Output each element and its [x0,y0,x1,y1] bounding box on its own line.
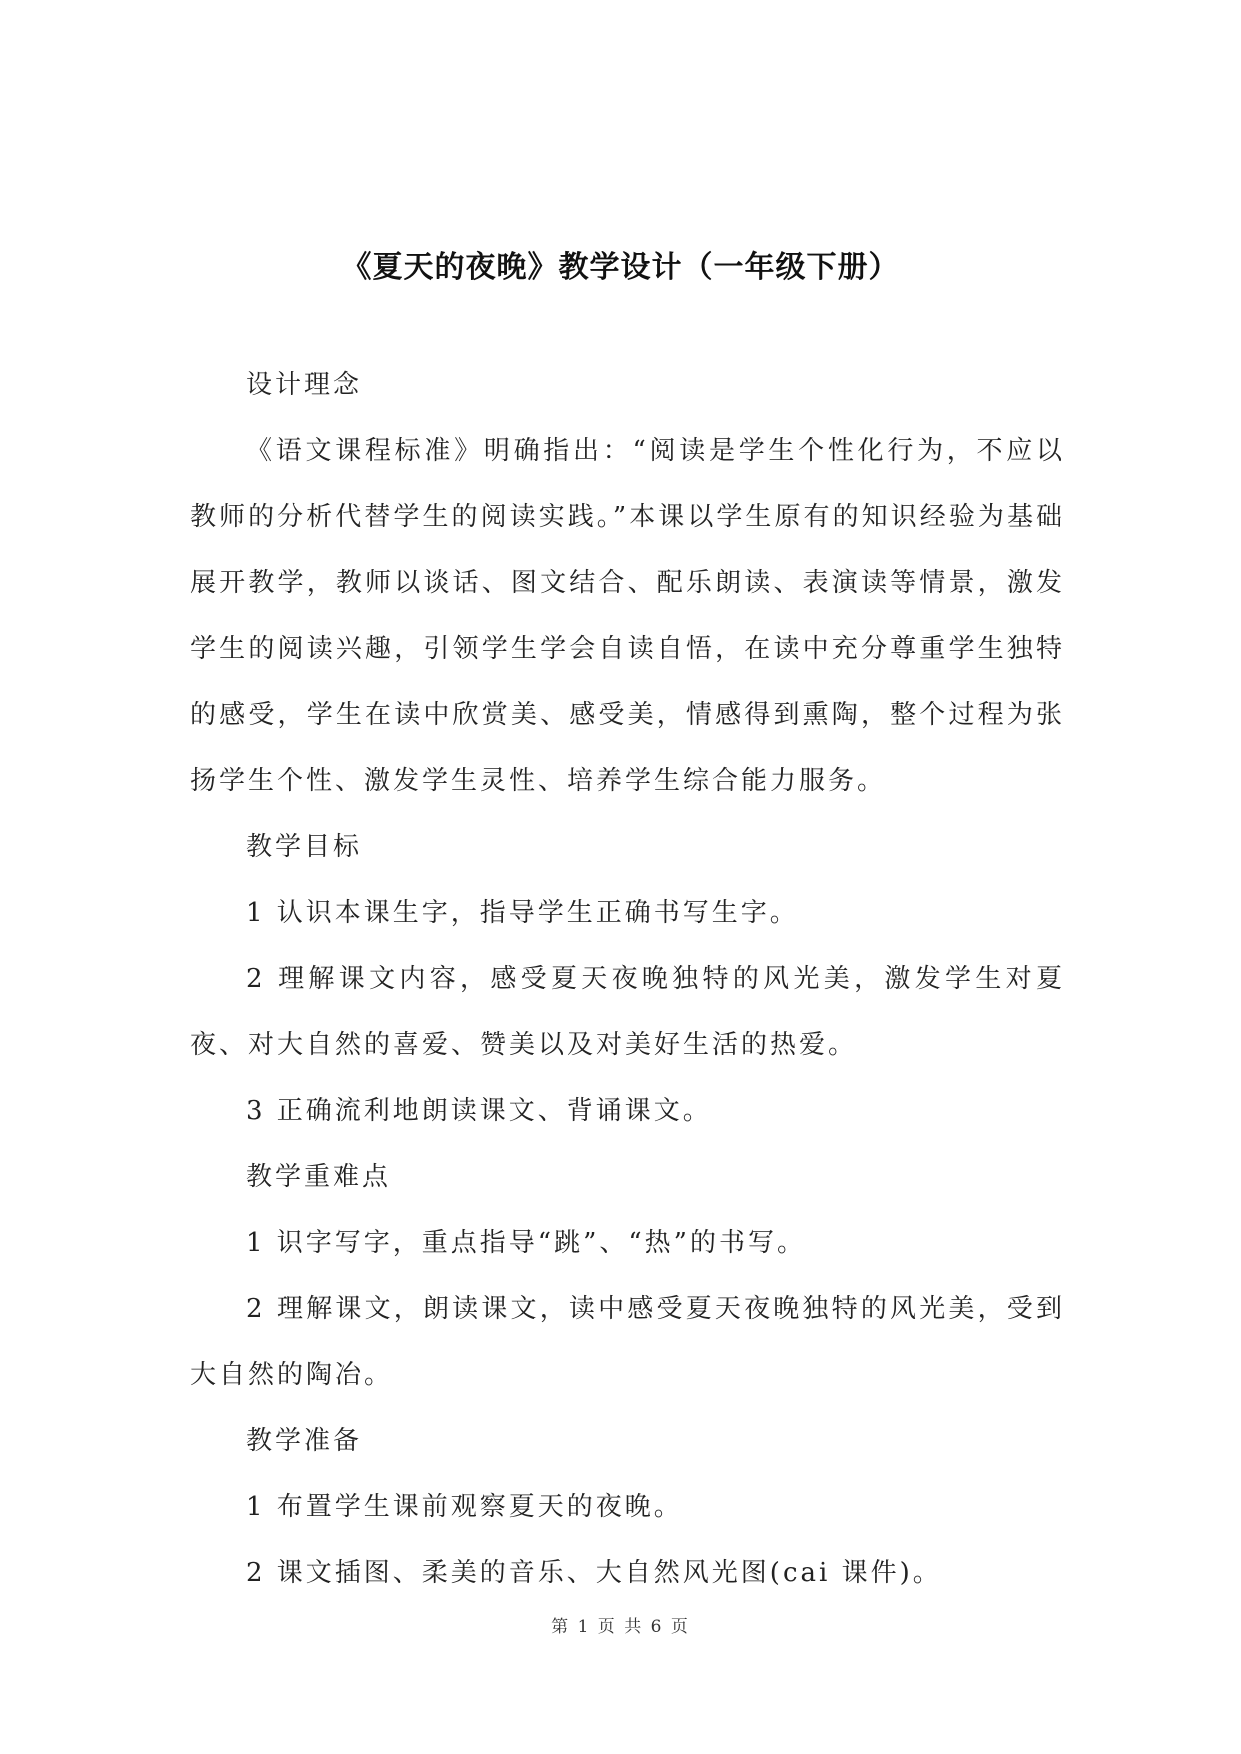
goal-item-1: 1 认识本课生字，指导学生正确书写生字。 [246,898,799,928]
document-title: 《夏天的夜晚》教学设计（一年级下册） [341,250,900,286]
key-point-item-1: 1 识字写字，重点指导“跳”、“热”的书写。 [246,1228,806,1258]
section-heading-teaching-goals: 教学目标 [246,832,363,862]
section-heading-design-concept: 设计理念 [246,370,363,400]
key-point-item-2: 2 理解课文，朗读课文，读中感受夏天夜晚独特的风光美，受到大自然的陶冶。 [190,1294,1065,1390]
paragraph-design-concept: 《语文课程标准》明确指出：“阅读是学生个性化行为，不应以教师的分析代替学生的阅读实践。”本课以学生原有的知识经验为基础展开教学，教师以谈话、图文结合、配乐朗读、表演读等情景，激发学生的阅读兴趣，引领学生学会自读自悟，在读中充分尊重学生独特的感受，学生在读中欣赏美、感受美，情感得到熏陶，整个过程为张扬学生个性、激发学生灵性、培养学生综合能力服务。 [190,436,1065,796]
goal-item-2: 2 理解课文内容，感受夏天夜晚独特的风光美，激发学生对夏夜、对大自然的喜爱、赞美以及对美好生活的热爱。 [190,964,1065,1060]
preparation-item-1: 1 布置学生课前观察夏天的夜晚。 [246,1492,683,1522]
section-heading-preparation: 教学准备 [246,1426,363,1456]
document-body [190,352,1065,1606]
preparation-item-2: 2 课文插图、柔美的音乐、大自然风光图(cai 课件)。 [246,1558,942,1588]
goal-item-3: 3 正确流利地朗读课文、背诵课文。 [246,1096,712,1126]
page-number-footer: 第 1 页 共 6 页 [551,1617,690,1637]
section-heading-key-points: 教学重难点 [246,1162,392,1192]
